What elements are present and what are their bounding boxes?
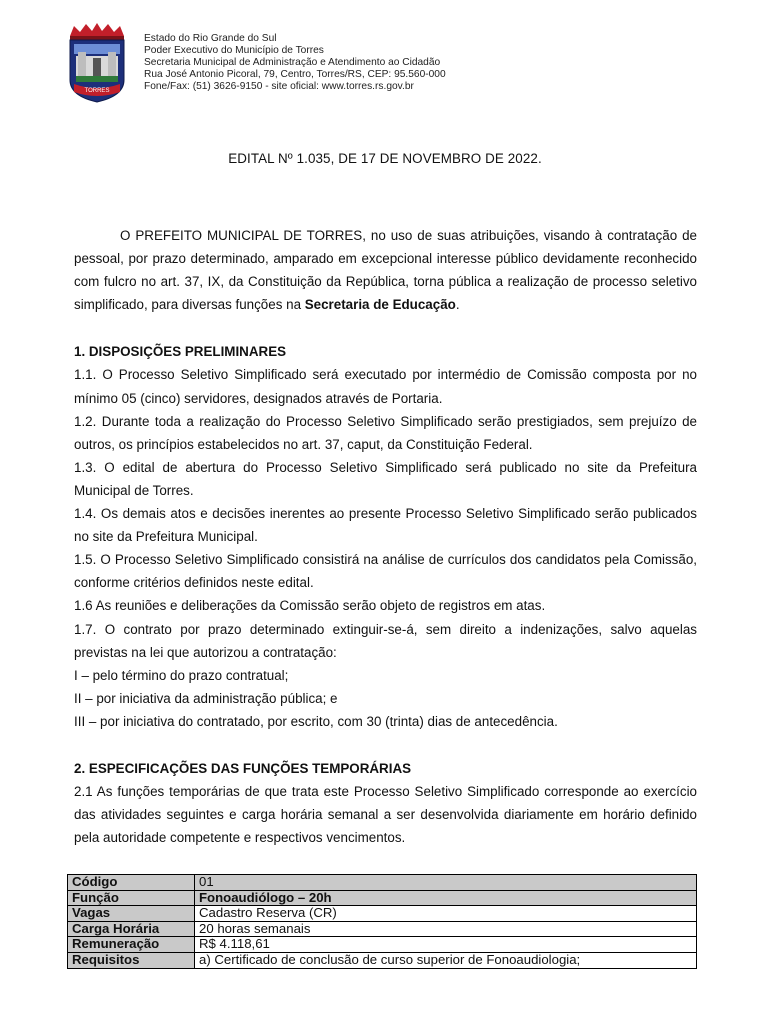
table-label: Vagas xyxy=(68,906,195,922)
section1-item-ii: II – por iniciativa da administração pública; e xyxy=(74,690,338,706)
table-value: Cadastro Reserva (CR) xyxy=(195,906,697,922)
intro-text: O PREFEITO MUNICIPAL DE TORRES, no uso de suas atribuições, visando à contratação de pessoal, por prazo determinado, amparado em excepcional interesse público devidamente reconhecido com fulcro no art. 37, IX, da Constituição da República, torna pública a realização de processo seletivo simplificado, para diversas funções na xyxy=(74,228,697,313)
table-value: a) Certificado de conclusão de curso superior de Fonoaudiologia; xyxy=(195,952,697,968)
crest-banner-text: TORRES xyxy=(84,88,110,94)
table-row xyxy=(68,890,697,906)
table-row xyxy=(68,952,697,968)
section2-item-2-1: 2.1 As funções temporárias de que trata este Processo Seletivo Simplificado corresponde ao exercício das atividades seguintes e carga horária semanal a ser desenvolvida diariamente em horário definido pela autoridade competente e respectivos vencimentos. xyxy=(74,784,697,846)
section1-item-1-1: 1.1. O Processo Seletivo Simplificado será executado por intermédio de Comissão composta por no mínimo 05 (cinco) servidores, designados através de Portaria. xyxy=(74,367,697,406)
table-row xyxy=(68,875,697,891)
edital-title: EDITAL Nº 1.035, DE 17 DE NOVEMBRO DE 2022. xyxy=(228,151,542,166)
table-row xyxy=(68,906,697,922)
table-label: Requisitos xyxy=(68,952,195,968)
letterhead-contact: Fone/Fax: (51) 3626-9150 - site oficial: www.torres.rs.gov.br xyxy=(144,81,414,93)
section1-item-i: I – pelo término do prazo contratual; xyxy=(74,667,289,683)
section1-item-1-7: 1.7. O contrato por prazo determinado extinguir-se-á, sem direito a indenizações, salvo aquelas previstas na lei que autorizou a contratação: xyxy=(74,621,697,660)
municipal-crest-logo xyxy=(64,22,130,104)
function-spec-table xyxy=(67,874,697,969)
intro-end: . xyxy=(455,297,460,313)
document-body xyxy=(74,224,697,849)
letterhead-secretariat: Secretaria Municipal de Administração e Atendimento ao Cidadão xyxy=(144,57,441,69)
section1-item-1-3: 1.3. O edital de abertura do Processo Seletivo Simplificado será publicado no site da Prefeitura Municipal de Torres. xyxy=(74,459,697,498)
table-value: Fonoaudiólogo – 20h xyxy=(195,890,697,906)
table-label: Remuneração xyxy=(68,937,195,953)
section1-heading: 1. DISPOSIÇÕES PRELIMINARES xyxy=(74,344,287,360)
intro-paragraph xyxy=(74,224,697,316)
letterhead-address: Rua José Antonio Picoral, 79, Centro, Torres/RS, CEP: 95.560-000 xyxy=(144,69,446,81)
section1-item-1-6: 1.6 As reuniões e deliberações da Comissão serão objeto de registros em atas. xyxy=(74,598,546,614)
letterhead xyxy=(144,33,446,93)
table-value: 20 horas semanais xyxy=(195,921,697,937)
intro-secretariat: Secretaria de Educação xyxy=(304,297,456,313)
table-row xyxy=(68,937,697,953)
table-label: Carga Horária xyxy=(68,921,195,937)
section1-item-1-4: 1.4. Os demais atos e decisões inerentes ao presente Processo Seletivo Simplificado serão publicados no site da Prefeitura Municipal. xyxy=(74,506,697,545)
section1-item-1-5: 1.5. O Processo Seletivo Simplificado consistirá na análise de currículos dos candidatos pela Comissão, conforme critérios definidos neste edital. xyxy=(74,552,697,591)
table-label: Código xyxy=(68,875,195,891)
table-value: 01 xyxy=(195,875,697,891)
letterhead-state: Estado do Rio Grande do Sul xyxy=(144,33,277,44)
table-row xyxy=(68,921,697,937)
letterhead-executive: Poder Executivo do Município de Torres xyxy=(144,45,324,57)
table-label: Função xyxy=(68,890,195,906)
table-value: R$ 4.118,61 xyxy=(195,937,697,953)
section1-item-iii: III – por iniciativa do contratado, por escrito, com 30 (trinta) dias de antecedência. xyxy=(74,713,558,729)
section2-heading: 2. ESPECIFICAÇÕES DAS FUNÇÕES TEMPORÁRIAS xyxy=(74,760,412,776)
section1-item-1-2: 1.2. Durante toda a realização do Processo Seletivo Simplificado serão prestigiados, sem prejuízo de outros, os princípios estabelecidos no art. 37, caput, da Constituição Federal. xyxy=(74,413,697,452)
